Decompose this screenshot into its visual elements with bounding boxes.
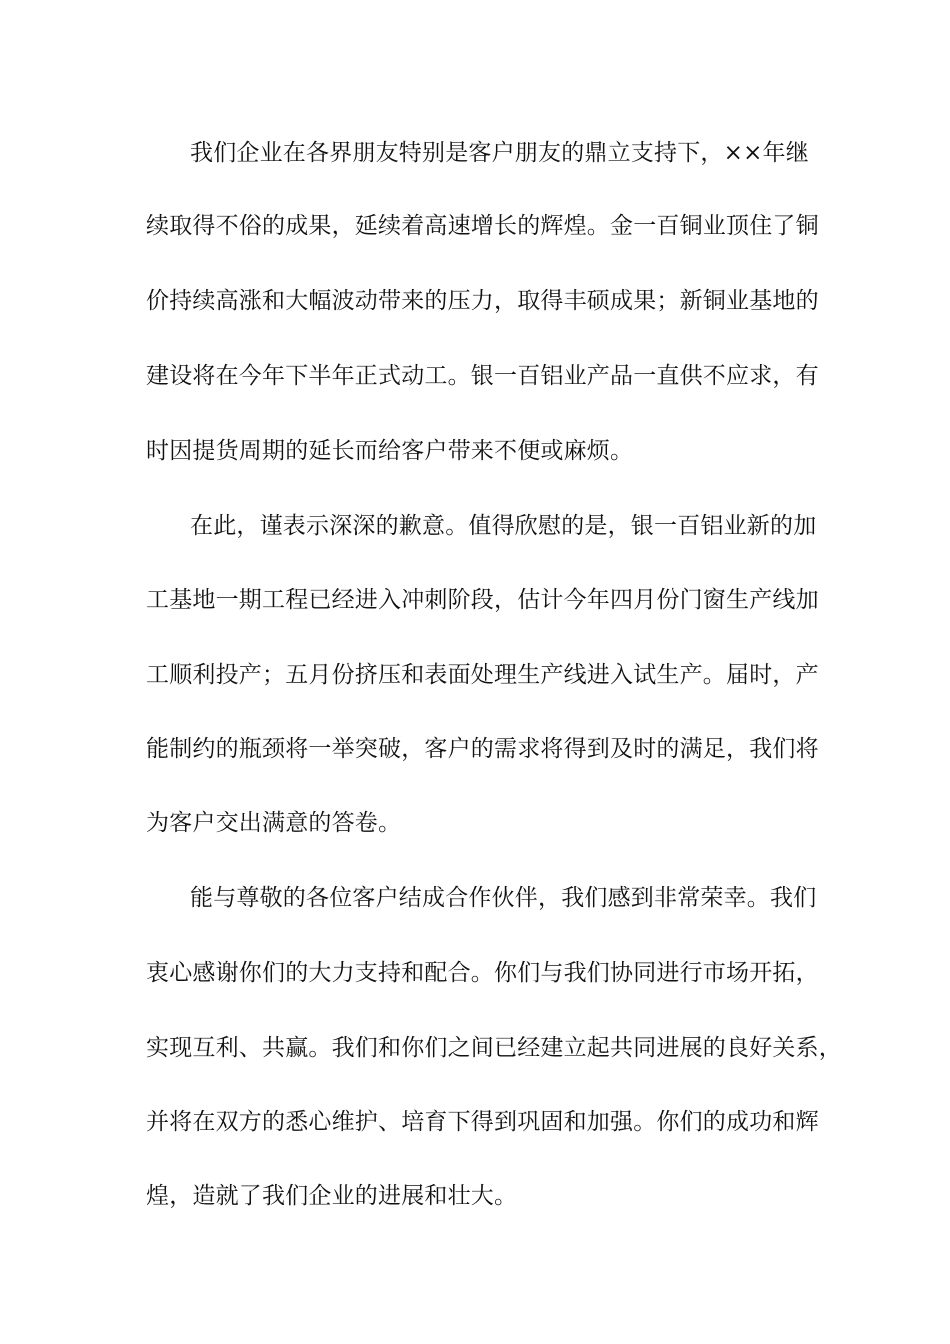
paragraph-2-line-5: 为客户交出满意的答卷。 xyxy=(146,810,402,836)
paragraph-1-line-5: 时因提货周期的延长而给客户带来不便或麻烦。 xyxy=(146,438,634,464)
paragraph-1-line-2: 续取得不俗的成果，延续着高速增长的辉煌。金一百铜业顶住了铜 xyxy=(146,213,819,239)
paragraph-3-line-2: 衷心感谢你们的大力支持和配合。你们与我们协同进行市场开拓， xyxy=(146,960,819,986)
paragraph-2-line-1: 在此，谨表示深深的歉意。值得欣慰的是，银一百铝业新的加 xyxy=(190,513,817,539)
paragraph-2-line-4: 能制约的瓶颈将一举突破，客户的需求将得到及时的满足，我们将 xyxy=(146,736,819,762)
paragraph-3-line-4: 并将在双方的悉心维护、培育下得到巩固和加强。你们的成功和辉 xyxy=(146,1109,819,1135)
paragraph-1-line-3: 价持续高涨和大幅波动带来的压力，取得丰硕成果；新铜业基地的 xyxy=(146,288,819,314)
paragraph-2-line-3: 工顺利投产；五月份挤压和表面处理生产线进入试生产。届时，产 xyxy=(146,662,819,688)
paragraph-3-line-5: 煌，造就了我们企业的进展和壮大。 xyxy=(146,1183,518,1209)
paragraph-3-line-3: 实现互利、共赢。我们和你们之间已经建立起共同进展的良好关系， xyxy=(146,1035,842,1061)
paragraph-1-line-4: 建设将在今年下半年正式动工。银一百铝业产品一直供不应求，有 xyxy=(146,363,819,389)
paragraph-3-line-1: 能与尊敬的各位客户结成合作伙伴，我们感到非常荣幸。我们 xyxy=(190,885,817,911)
paragraph-2-line-2: 工基地一期工程已经进入冲刺阶段，估计今年四月份门窗生产线加 xyxy=(146,587,819,613)
paragraph-1-line-1: 我们企业在各界朋友特别是客户朋友的鼎立支持下，××年继 xyxy=(190,140,809,166)
